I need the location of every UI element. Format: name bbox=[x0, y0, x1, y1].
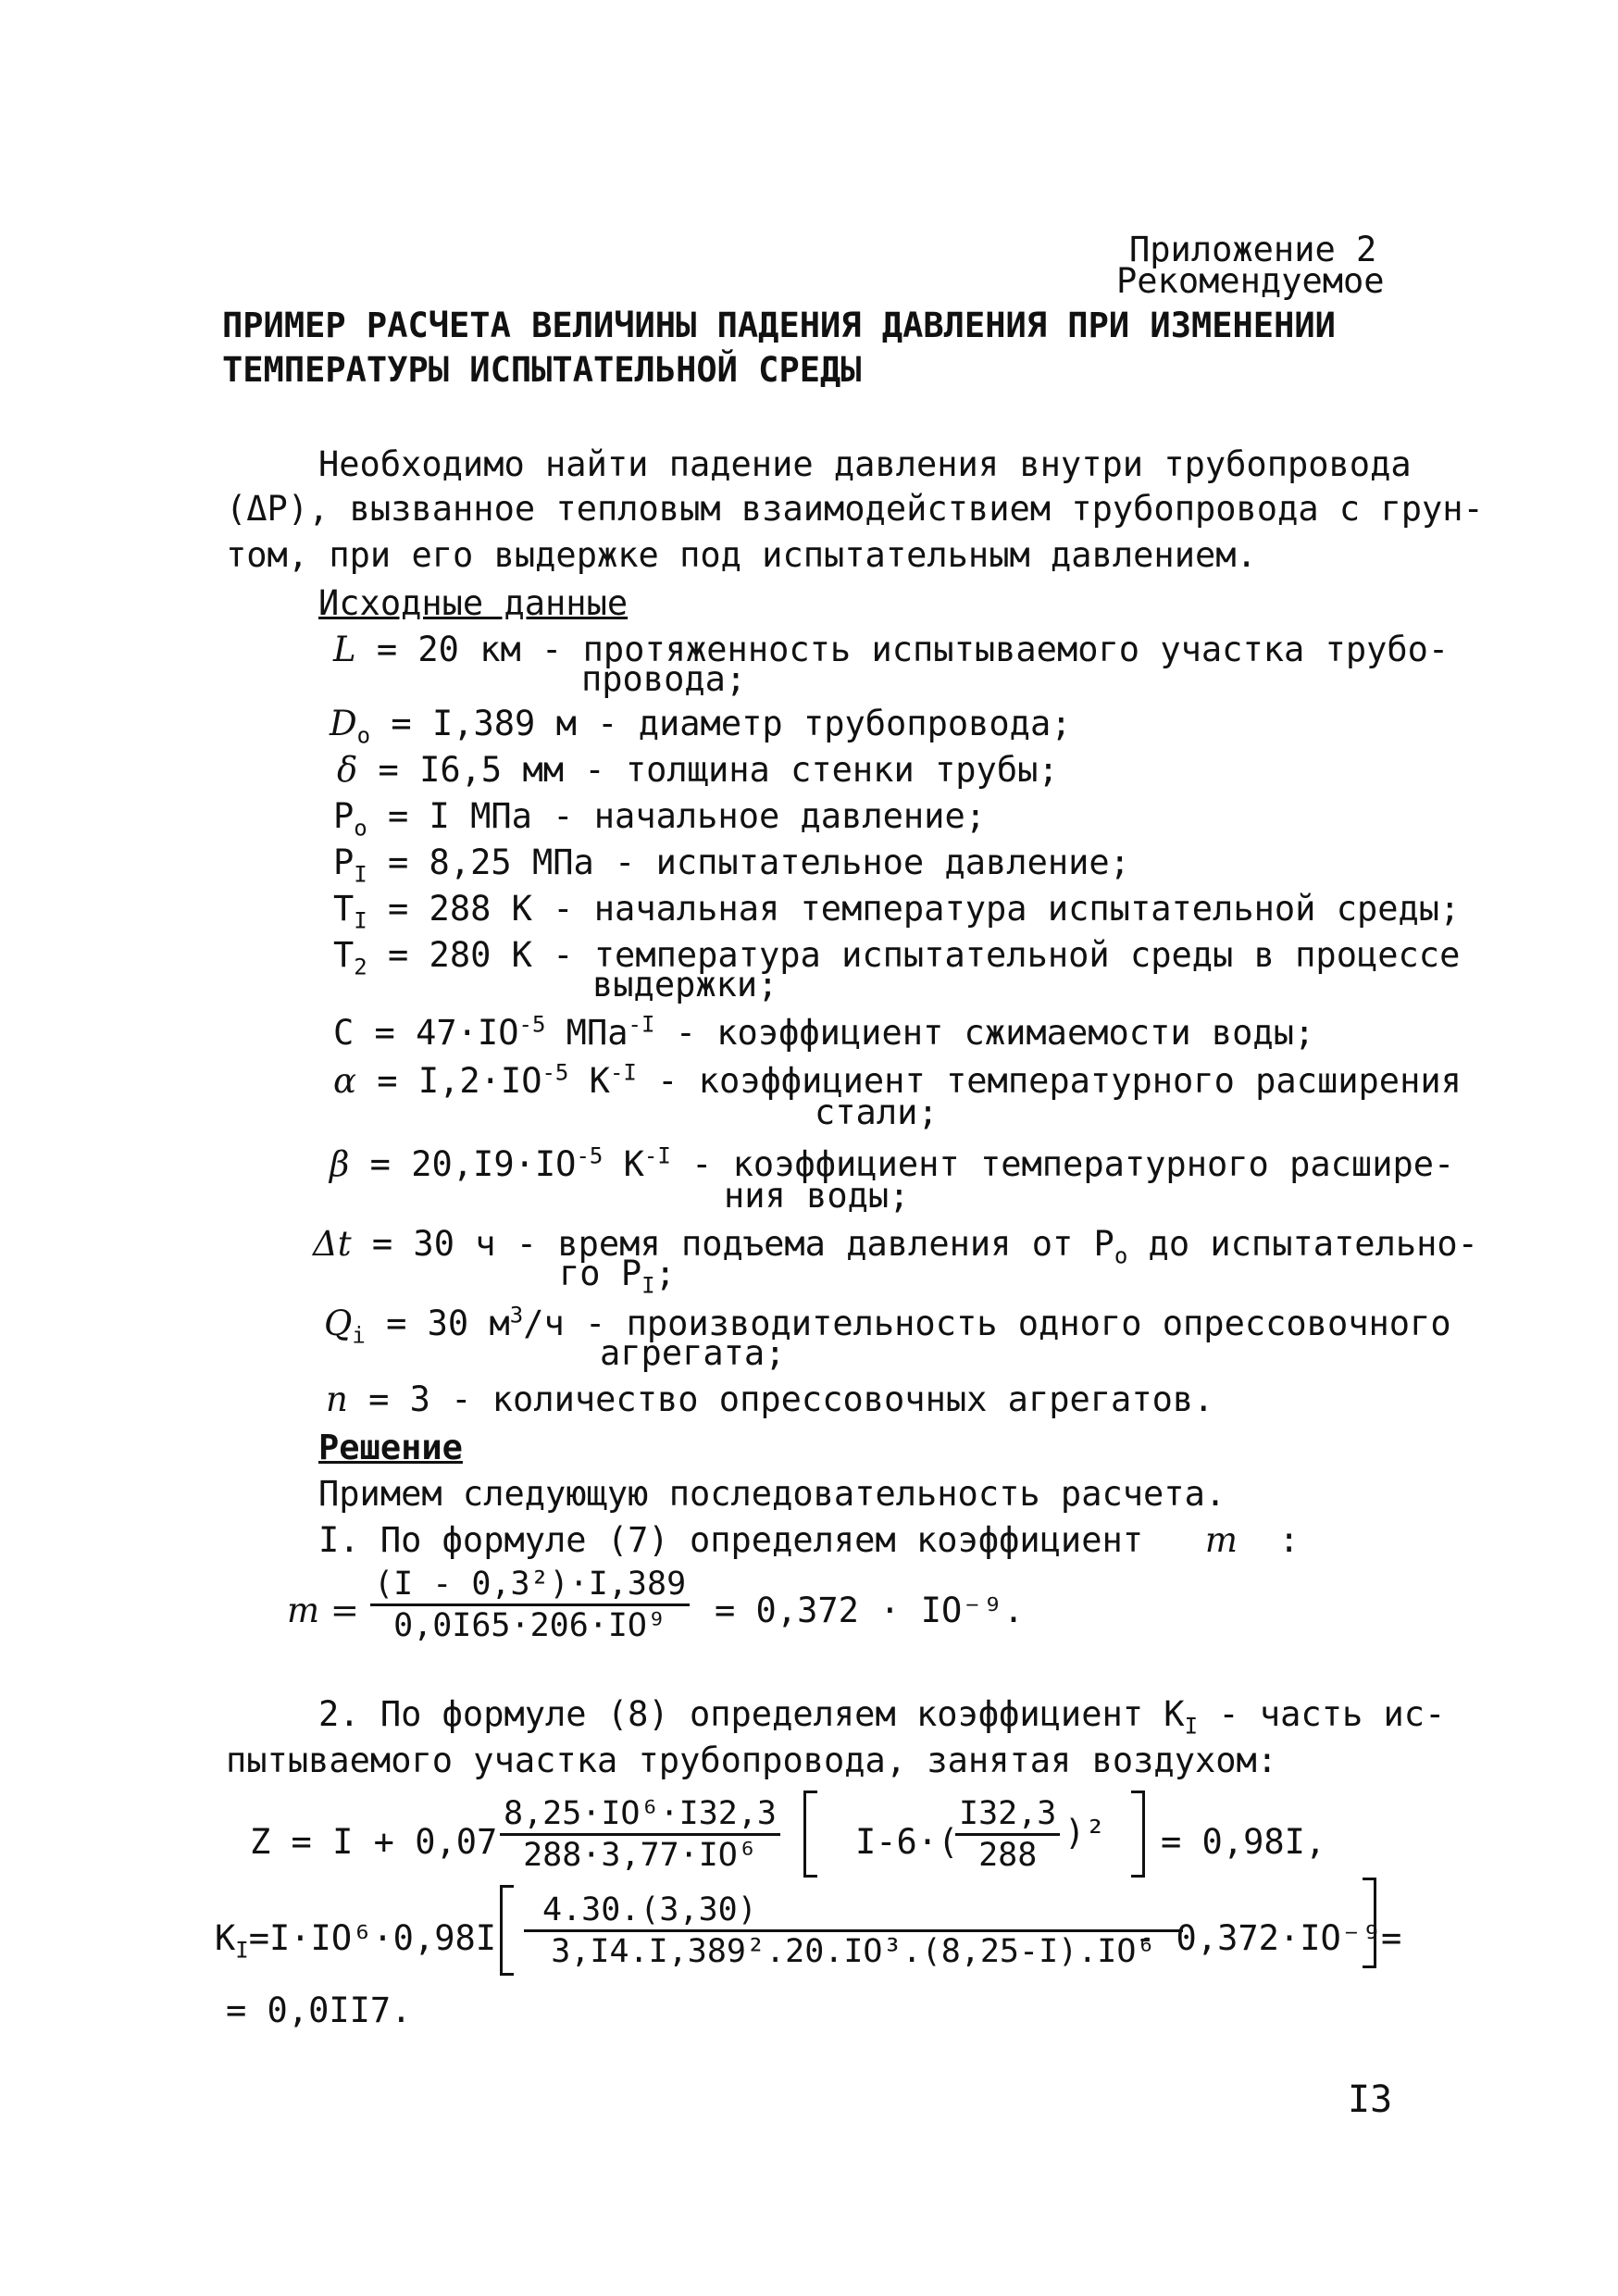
param-water-expansion: $\beta = 20,I9\cdot IO^{-5}$ $К^{-I}$ - коэффициент температурного расшире- bbox=[330, 1142, 1455, 1184]
param-time-cont: го $P_I$; bbox=[559, 1254, 676, 1299]
eq3-minus-term: - 0,372·IO⁻⁹ bbox=[1135, 1918, 1383, 1958]
param-time: Δt = 30 ч - время подъема давления от $P_o$ до испытательно- bbox=[313, 1224, 1478, 1269]
eq3-fraction bbox=[524, 1890, 1183, 1971]
recommendation-label: Рекомендуемое bbox=[1116, 261, 1385, 301]
eq2-lhs: Z = I + 0,07 bbox=[250, 1822, 498, 1862]
param-water-expansion-cont: ния воды; bbox=[724, 1176, 910, 1216]
solution-heading: Решение bbox=[318, 1428, 463, 1467]
eq2-numerator: 8,25·IO⁶·I32,3 bbox=[500, 1794, 780, 1836]
eq3-equals: = bbox=[1381, 1918, 1402, 1958]
param-flow: $Q_i = 30$ $м^3/ч$ - производительность одного опрессовочного bbox=[324, 1302, 1451, 1349]
eq3-result: = 0,0II7. bbox=[226, 1990, 412, 2030]
param-length: L = 20 км - протяженность испытываемого участка трубо- bbox=[333, 630, 1450, 669]
eq2-inner-fraction bbox=[955, 1794, 1060, 1875]
param-length-cont: провода; bbox=[581, 659, 747, 699]
eq3-right-bracket bbox=[1363, 1878, 1376, 1968]
eq3-left-bracket bbox=[500, 1885, 514, 1976]
eq2-inner-numerator: I32,3 bbox=[955, 1794, 1060, 1836]
eq2-right-bracket bbox=[1131, 1791, 1145, 1878]
intro-line-3: том, при его выдержке под испытательным давлением. bbox=[226, 535, 1257, 575]
param-p0: $P_o = I$ МПа - начальное давление; bbox=[333, 796, 987, 842]
intro-line-1: Необходимо найти падение давления внутри трубопровода bbox=[318, 444, 1412, 484]
eq1-fraction bbox=[370, 1565, 690, 1645]
page-number: I3 bbox=[1348, 2078, 1393, 2121]
param-flow-cont: агрегата; bbox=[600, 1333, 786, 1373]
eq3-lhs: $K_I=I\cdot IO^6\cdot 0,98I$ bbox=[215, 1918, 497, 1964]
eq2-rhs: = 0,98I, bbox=[1161, 1822, 1326, 1862]
param-steel-expansion: $\alpha = I,2\cdot IO^{-5}$ $К^{-I}$ - коэффициент температурного расширения bbox=[333, 1059, 1462, 1101]
param-count: n = 3 - количество опрессовочных агрегатов. bbox=[326, 1379, 1214, 1419]
param-t1: $T_I = 288$ К - начальная температура испытательной среды; bbox=[333, 889, 1461, 934]
title-line-1: ПРИМЕР РАСЧЕТА ВЕЛИЧИНЫ ПАДЕНИЯ ДАВЛЕНИЯ ПРИ ИЗМЕНЕНИИ bbox=[222, 306, 1336, 345]
eq2-inner-a: I-6·( bbox=[855, 1822, 959, 1862]
eq2-inner-b: )² bbox=[1064, 1813, 1106, 1853]
param-wall: δ = I6,5 мм - толщина стенки трубы; bbox=[337, 750, 1059, 790]
param-t2-cont: выдержки; bbox=[592, 965, 778, 1004]
eq2-left-bracket bbox=[803, 1791, 817, 1878]
eq2-inner-denominator: 288 bbox=[978, 1837, 1038, 1874]
step-2-line-2: пытываемого участка трубопровода, занятая воздухом: bbox=[226, 1741, 1278, 1780]
solution-intro: Примем следующую последовательность расчета. bbox=[318, 1474, 1226, 1514]
param-diameter: $D_o = I,389$ м - диаметр трубопровода; bbox=[330, 704, 1072, 749]
step-1: I. По формуле (7) определяем коэффициент m : bbox=[318, 1520, 1300, 1560]
param-t2: $T_2 = 280$ К - температура испытательной среды в процессе bbox=[333, 935, 1461, 980]
eq2-denominator: 288·3,77·IO⁶ bbox=[523, 1837, 757, 1874]
eq1-numerator: (I - 0,3²)·I,389 bbox=[370, 1565, 690, 1606]
eq2-fraction bbox=[500, 1794, 780, 1875]
eq1-lhs: m = bbox=[287, 1591, 359, 1630]
eq1-denominator: 0,0I65·206·IO⁹ bbox=[393, 1607, 667, 1644]
param-steel-expansion-cont: стали; bbox=[815, 1092, 939, 1132]
title-line-2: ТЕМПЕРАТУРЫ ИСПЫТАТЕЛЬНОЙ СРЕДЫ bbox=[222, 350, 862, 390]
eq3-denominator: 3,I4.I,389².20.IO³.(8,25-I).IO⁶ bbox=[551, 1933, 1156, 1970]
appendix-label: Приложение 2 bbox=[1129, 230, 1377, 269]
step-2-line-1: 2. По формуле (8) определяем коэффициент $K_I$ - часть ис- bbox=[318, 1694, 1446, 1740]
eq1-rhs: = 0,372 · IO⁻⁹. bbox=[715, 1591, 1025, 1630]
eq3-numerator: 4.30.(3,30) bbox=[524, 1890, 1183, 1932]
input-data-heading: Исходные данные bbox=[318, 583, 629, 623]
param-compressibility: $C = 47\cdot IO^{-5}$ МПа$^{-I}$ - коэффициент сжимаемости воды; bbox=[333, 1011, 1315, 1053]
intro-line-2: (ΔP), вызванное тепловым взаимодействием трубопровода с грун- bbox=[226, 489, 1484, 529]
param-p1: $P_I = 8,25$ МПа - испытательное давление; bbox=[333, 842, 1130, 888]
